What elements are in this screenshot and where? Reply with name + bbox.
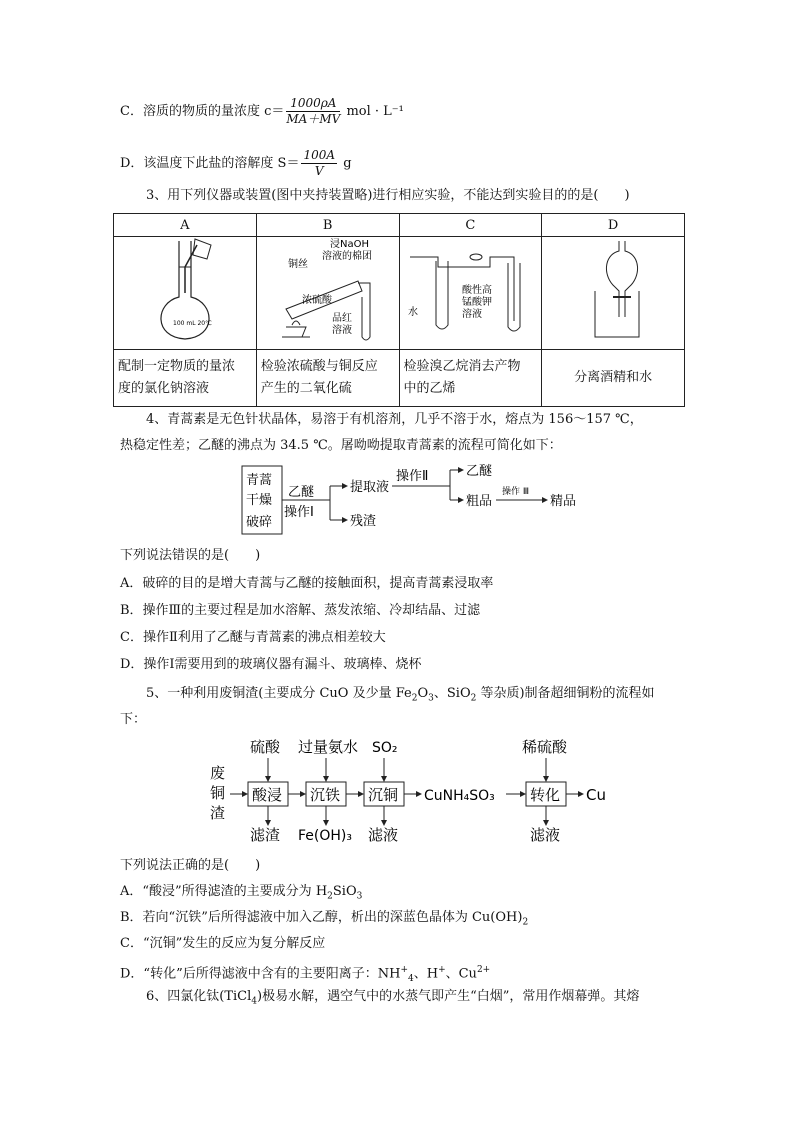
q4-option-c: C．操作Ⅱ利用了乙醚与青蒿素的沸点相差较大 xyxy=(120,630,386,645)
svg-text:Cu: Cu xyxy=(586,786,606,804)
unit-c: mol · L⁻¹ xyxy=(346,104,404,119)
svg-text:浸NaOH: 浸NaOH xyxy=(329,239,369,250)
svg-text:SO₂: SO₂ xyxy=(372,740,398,756)
svg-text:滤液: 滤液 xyxy=(530,826,561,844)
svg-text:乙醚: 乙醚 xyxy=(466,464,493,479)
option-c xyxy=(120,96,404,127)
svg-text:残渣: 残渣 xyxy=(350,514,377,529)
apparatus-d xyxy=(542,237,685,350)
q5-option-d: D．“转化”后所得滤液中含有的主要阳离子：$NH^+_4$、H+、$Cu^{2+}$ xyxy=(120,965,491,984)
apparatus-a xyxy=(114,237,257,350)
svg-text:品红: 品红 xyxy=(331,313,352,324)
copper-reaction-apparatus-icon xyxy=(258,237,398,345)
option-c-text: C．溶质的物质的量浓度 c＝ xyxy=(120,104,285,119)
caption-d: 分离酒精和水 xyxy=(542,350,685,407)
svg-text:操作 Ⅲ: 操作 Ⅲ xyxy=(502,487,530,497)
svg-text:青蒿: 青蒿 xyxy=(246,473,273,488)
svg-text:溶液: 溶液 xyxy=(331,325,352,336)
q5-stem-line2: 下： xyxy=(120,712,147,727)
fraction-c: $\frac{1000\rho A}{MA+MV}$ xyxy=(286,96,341,126)
header-d: D xyxy=(542,214,685,237)
caption-b: 检验浓硫酸与铜反应 产生的二氧化硫 xyxy=(256,350,399,407)
svg-text:转化: 转化 xyxy=(530,786,561,804)
q4-stem-line2: 热稳定性差；乙醚的沸点为 34.5 ℃。屠呦呦提取青蒿素的流程可简化如下： xyxy=(120,438,562,453)
svg-text:渣: 渣 xyxy=(210,804,226,822)
svg-text:100 mL 20℃: 100 mL 20℃ xyxy=(172,320,212,327)
option-d-text: D．该温度下此盐的溶解度 S＝ xyxy=(120,156,300,171)
q4-flowchart xyxy=(240,460,600,538)
option-d xyxy=(120,148,352,179)
svg-text:溶液: 溶液 xyxy=(462,309,483,320)
svg-text:浓硫酸: 浓硫酸 xyxy=(301,295,332,306)
volumetric-flask-icon xyxy=(115,237,255,345)
q5-flowchart xyxy=(206,736,626,846)
q3-stem: 3、用下列仪器或装置(图中夹持装置略)进行相应实验，不能达到实验目的的是( ) xyxy=(146,188,630,203)
svg-text:硫酸: 硫酸 xyxy=(250,738,281,756)
fraction-d: $\frac{100A}{V}$ xyxy=(303,148,336,178)
svg-text:滤液: 滤液 xyxy=(368,826,399,844)
q5-ask: 下列说法正确的是( ) xyxy=(120,858,261,873)
svg-text:酸浸: 酸浸 xyxy=(252,786,283,804)
svg-text:沉铜: 沉铜 xyxy=(368,786,399,804)
caption-a: 配制一定物质的量浓 度的氯化钠溶液 xyxy=(114,350,257,407)
q6-stem: 6、四氯化钛(TiCl$_4$)极易水解，遇空气中的水蒸气即产生“白烟”，常用作烟幕弹。其熔 xyxy=(146,989,640,1007)
q4-ask: 下列说法错误的是( ) xyxy=(120,548,261,563)
svg-text:Fe(OH)₃: Fe(OH)₃ xyxy=(298,828,352,844)
svg-text:干燥: 干燥 xyxy=(246,493,273,508)
svg-text:铜丝: 铜丝 xyxy=(287,259,308,270)
q4-stem-line1: 4、青蒿素是无色针状晶体，易溶于有机溶剂，几乎不溶于水，熔点为 156～157 ℃， xyxy=(146,412,643,427)
svg-text:CuNH₄SO₃: CuNH₄SO₃ xyxy=(424,788,495,804)
svg-text:稀硫酸: 稀硫酸 xyxy=(522,738,568,756)
svg-text:铜: 铜 xyxy=(210,784,226,802)
svg-text:过量氨水: 过量氨水 xyxy=(298,738,359,756)
apparatus-table xyxy=(113,213,685,407)
svg-text:精品: 精品 xyxy=(550,494,577,509)
gas-test-apparatus-icon xyxy=(400,237,540,345)
svg-text:乙醚: 乙醚 xyxy=(288,485,315,500)
q4-option-b: B．操作Ⅲ的主要过程是加水溶解、蒸发浓缩、冷却结晶、过滤 xyxy=(120,603,481,618)
svg-text:操作Ⅰ: 操作Ⅰ xyxy=(284,505,314,520)
q5-stem-line1: 5、一种利用废铜渣(主要成分 CuO 及少量 $Fe_2O_3$、SiO$_2$ 等杂质)制备超细铜粉的流程如 xyxy=(146,686,655,704)
separatory-funnel-icon xyxy=(543,237,683,345)
unit-d: g xyxy=(343,156,352,171)
svg-text:沉铁: 沉铁 xyxy=(310,786,341,804)
header-a: A xyxy=(114,214,257,237)
header-c: C xyxy=(399,214,542,237)
q4-option-a: A．破碎的目的是增大青蒿与乙醚的接触面积，提高青蒿素浸取率 xyxy=(120,576,494,591)
q4-option-d: D．操作Ⅰ需要用到的玻璃仪器有漏斗、玻璃棒、烧杯 xyxy=(120,657,422,672)
svg-text:锰酸钾: 锰酸钾 xyxy=(462,297,493,308)
apparatus-b xyxy=(256,237,399,350)
svg-text:粗品: 粗品 xyxy=(466,494,493,509)
svg-text:滤渣: 滤渣 xyxy=(250,826,281,844)
apparatus-c xyxy=(399,237,542,350)
svg-text:提取液: 提取液 xyxy=(350,480,390,495)
header-b: B xyxy=(256,214,399,237)
q5-option-b: B．若向“沉铁”后所得滤液中加入乙醇，析出的深蓝色晶体为 $Cu(OH)_2$ xyxy=(120,910,529,928)
svg-text:破碎: 破碎 xyxy=(246,515,273,530)
svg-text:废: 废 xyxy=(210,764,226,782)
q5-option-a: A．“酸浸”所得滤渣的主要成分为 $H_2SiO_3$ xyxy=(120,884,363,902)
svg-text:溶液的棉团: 溶液的棉团 xyxy=(321,251,372,262)
q5-option-c: C．“沉铜”发生的反应为复分解反应 xyxy=(120,936,326,951)
svg-text:酸性高: 酸性高 xyxy=(462,285,493,296)
svg-text:操作Ⅱ: 操作Ⅱ xyxy=(396,469,429,484)
svg-text:水: 水 xyxy=(408,307,419,318)
caption-c: 检验溴乙烷消去产物 中的乙烯 xyxy=(399,350,542,407)
